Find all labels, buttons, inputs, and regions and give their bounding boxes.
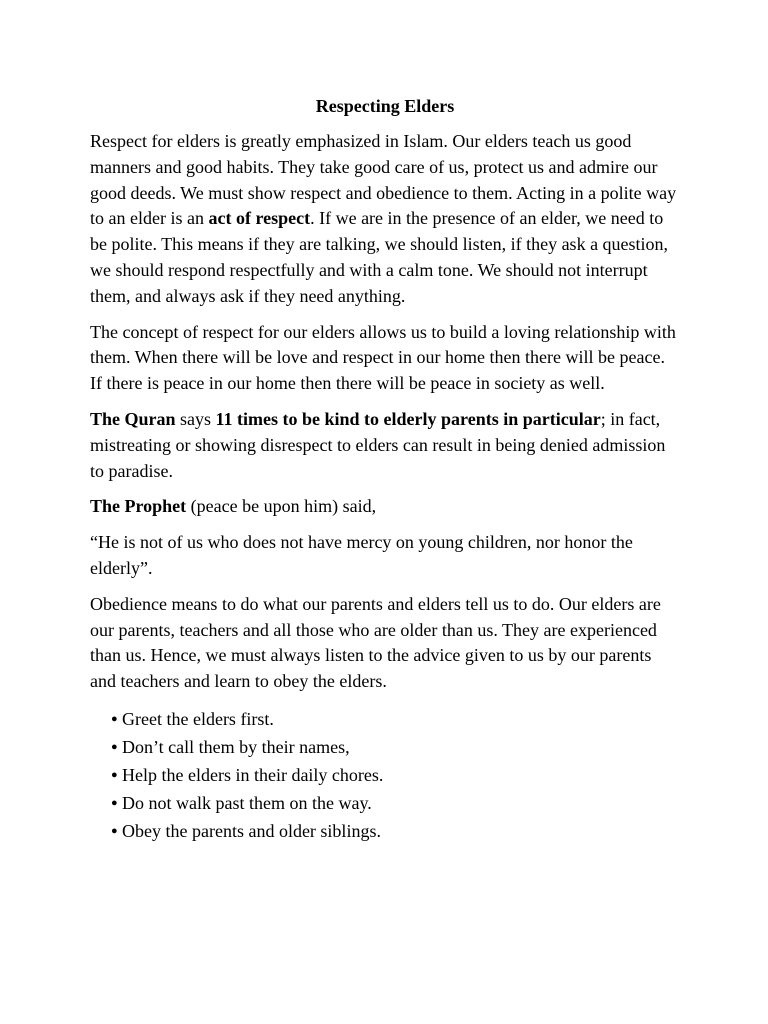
list-item [90, 705, 680, 733]
list-item-text: Obey the parents and older siblings. [122, 820, 381, 841]
list-item-text: Help the elders in their daily chores. [122, 764, 384, 785]
list-item-text: Do not walk past them on the way. [122, 792, 372, 813]
bold-phrase-the-quran: The Quran [90, 408, 176, 429]
hadith-quote: “He is not of us who does not have mercy on young children, nor honor the elderly”. [90, 532, 633, 578]
bullet-icon: ● [111, 740, 118, 753]
document-title: Respecting Elders [315, 96, 455, 116]
list-item [90, 733, 680, 761]
paragraph-text: ; in fact, mistreating or showing disrespect to elders can result in being denied admission to paradise. [90, 408, 666, 481]
paragraph-obedience: Obedience means to do what our parents and elders tell us to do. Our elders are our parents, teachers and all those who are older than us. They are experienced than us. Hence, we must always listen to the advice given to us by our parents and teachers and learn to obey the elders. [90, 593, 661, 692]
bullet-icon: ● [111, 796, 118, 809]
etiquette-list [90, 705, 680, 845]
bullet-icon: ● [111, 824, 118, 837]
list-item [90, 761, 680, 789]
document-page [90, 93, 680, 845]
bold-phrase-the-prophet: The Prophet [90, 496, 187, 517]
paragraph-prophet [90, 494, 680, 520]
paragraph-text: (peace be upon him) said, [186, 496, 377, 517]
bold-phrase-act-of-respect: act of respect [208, 208, 311, 229]
list-item [90, 817, 680, 845]
bullet-icon: ● [111, 712, 118, 725]
paragraph-text: says [175, 408, 216, 429]
paragraph-text: Respect for elders is greatly emphasized in Islam. Our elders teach us good manners and good habits. They take good care of us, protect us and admire our good deeds. We must show respect and obedience to them. Acting in a polite way to an elder is an [90, 131, 677, 229]
paragraph-quran [90, 407, 680, 484]
bullet-icon: ● [111, 768, 118, 781]
paragraph-loving-relationship: The concept of respect for our elders allows us to build a loving relationship with them. When there will be love and respect in our home then there will be peace. If there is peace in our home then there will be peace in society as well. [90, 321, 676, 394]
bold-phrase-eleven-times: 11 times to be kind to elderly parents in particular [215, 408, 601, 429]
list-item-text: Greet the elders first. [122, 708, 274, 729]
list-item-text: Don’t call them by their names, [122, 736, 350, 757]
list-item [90, 789, 680, 817]
paragraph-respect-intro [90, 129, 680, 310]
paragraph-text: . If we are in the presence of an elder, we need to be polite. This means if they are talking, we should listen, if they ask a question, we should respond respectfully and with a calm tone. We should not interrupt them, and always ask if they need anything. [90, 208, 669, 306]
